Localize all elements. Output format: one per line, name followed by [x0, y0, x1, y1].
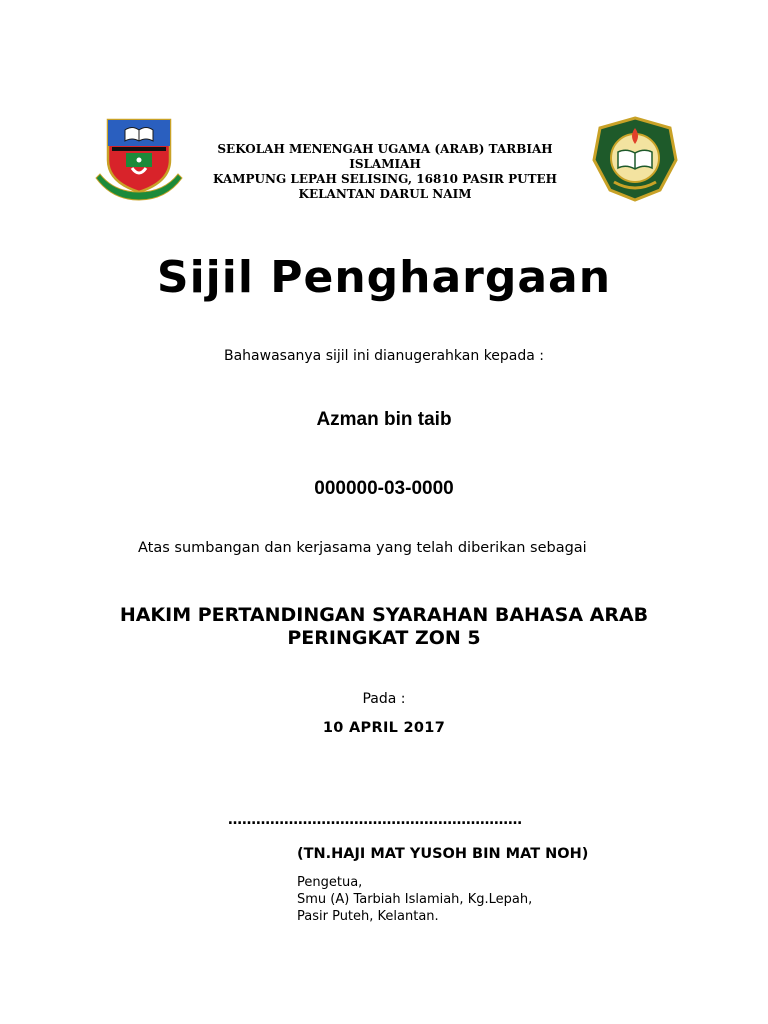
- award-date: 10 APRIL 2017: [322, 720, 446, 736]
- recipient-name: Azman bin taib: [316, 409, 452, 430]
- school-state: KELANTAN DARUL NAIM: [298, 187, 472, 201]
- ic-number: 000000-03-0000: [314, 478, 454, 499]
- school-crest-shield-icon: [92, 116, 186, 202]
- certificate-title: Sijil Penghargaan: [156, 252, 612, 303]
- school-address: KAMPUNG LEPAH SELISING, 16810 PASIR PUTEH: [213, 172, 557, 186]
- signatory-location: Pasir Puteh, Kelantan.: [297, 909, 439, 924]
- reason-text: Atas sumbangan dan kerjasama yang telah diberikan sebagai: [138, 540, 587, 556]
- award-title-line2: PERINGKAT ZON 5: [287, 627, 481, 649]
- signatory-position: Pengetua,: [297, 875, 363, 890]
- signatory-title: [297, 874, 532, 925]
- school-header: [190, 142, 580, 202]
- award-title-line1: HAKIM PERTANDINGAN SYARAHAN BAHASA ARAB: [119, 604, 649, 626]
- date-label: Pada :: [362, 691, 406, 707]
- signatory-school: Smu (A) Tarbiah Islamiah, Kg.Lepah,: [297, 892, 533, 907]
- school-name: SEKOLAH MENENGAH UGAMA (ARAB) TARBIAH ISLAMIAH: [217, 142, 553, 171]
- signature-line: ………………………………………………………: [228, 812, 522, 828]
- award-title: [0, 604, 768, 650]
- school-emblem-book-torch-icon: [588, 116, 682, 202]
- intro-text: Bahawasanya sijil ini dianugerahkan kepada :: [223, 348, 545, 364]
- signatory-name: (TN.HAJI MAT YUSOH BIN MAT NOH): [297, 846, 589, 862]
